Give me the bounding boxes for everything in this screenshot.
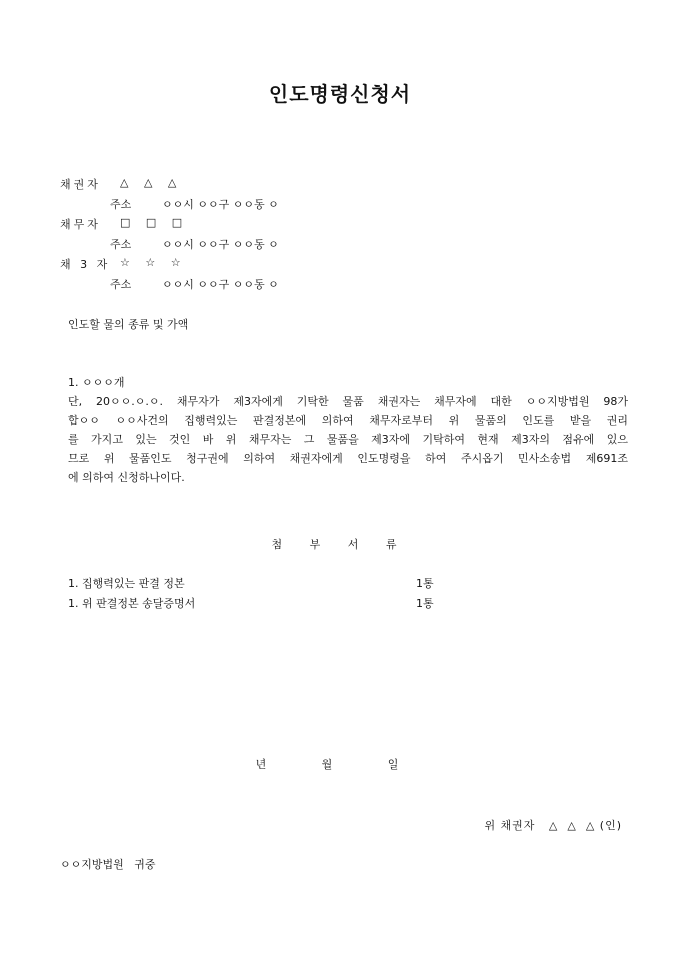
claim-line: 므로 위 물품인도 청구권에 의하여 채권자에게 인도명령을 하여 주시옵기 민사소송법 제691조 <box>68 452 628 465</box>
attachment-count: 1통 <box>416 577 434 590</box>
attachment-count: 1통 <box>416 597 434 610</box>
third-party-address: ㅇㅇ시 ㅇㅇ구 ㅇㅇ동 ㅇ <box>162 278 279 291</box>
claim-body <box>68 392 628 487</box>
third-party-address-label: 주소 <box>110 278 132 291</box>
claim-line: 에 의하여 신청하나이다. <box>68 471 185 484</box>
creditor-name: △ △ △ <box>120 176 183 189</box>
debtor-address-label: 주소 <box>110 238 132 251</box>
attachment-name: 1. 집행력있는 판결 정본 <box>68 577 185 590</box>
attachments-title: 첨 부 서 류 <box>271 538 409 551</box>
third-party-label: 채 3 자 <box>60 258 111 271</box>
creditor-label: 채권자 <box>60 178 101 191</box>
claim-item: 1. ㅇㅇㅇ개 <box>68 376 125 389</box>
creditor-address: ㅇㅇ시 ㅇㅇ구 ㅇㅇ동 ㅇ <box>162 198 279 211</box>
debtor-address: ㅇㅇ시 ㅇㅇ구 ㅇㅇ동 ㅇ <box>162 238 279 251</box>
third-party-name: ☆ ☆ ☆ <box>120 256 187 269</box>
attachment-name: 1. 위 판결정본 송달증명서 <box>68 597 196 610</box>
court-addressee: ㅇㅇ지방법원 귀중 <box>60 858 156 871</box>
claim-line: 합ㅇㅇ ㅇㅇ사건의 집행력있는 판결정본에 의하여 채무자로부터 위 물품의 인도를 받을 권리 <box>68 414 628 427</box>
signer-line: 위 채권자 △ △ △ (인) <box>484 819 622 832</box>
document-title: 인도명령신청서 <box>268 82 412 106</box>
debtor-name: □ □ □ <box>120 216 189 229</box>
creditor-address-label: 주소 <box>110 198 132 211</box>
date-line: 년 월 일 <box>255 758 425 771</box>
claim-line: 단, 20ㅇㅇ.ㅇ.ㅇ. 채무자가 제3자에게 기탁한 물품 채권자는 채무자에 대한 ㅇㅇ지방법원 98가 <box>68 395 628 408</box>
claim-line: 를 가지고 있는 것인 바 위 채무자는 그 물품을 제3자에 기탁하여 현재 제3자의 점유에 있으 <box>68 433 628 446</box>
debtor-label: 채무자 <box>60 218 101 231</box>
section-heading: 인도할 물의 종류 및 가액 <box>68 318 189 331</box>
